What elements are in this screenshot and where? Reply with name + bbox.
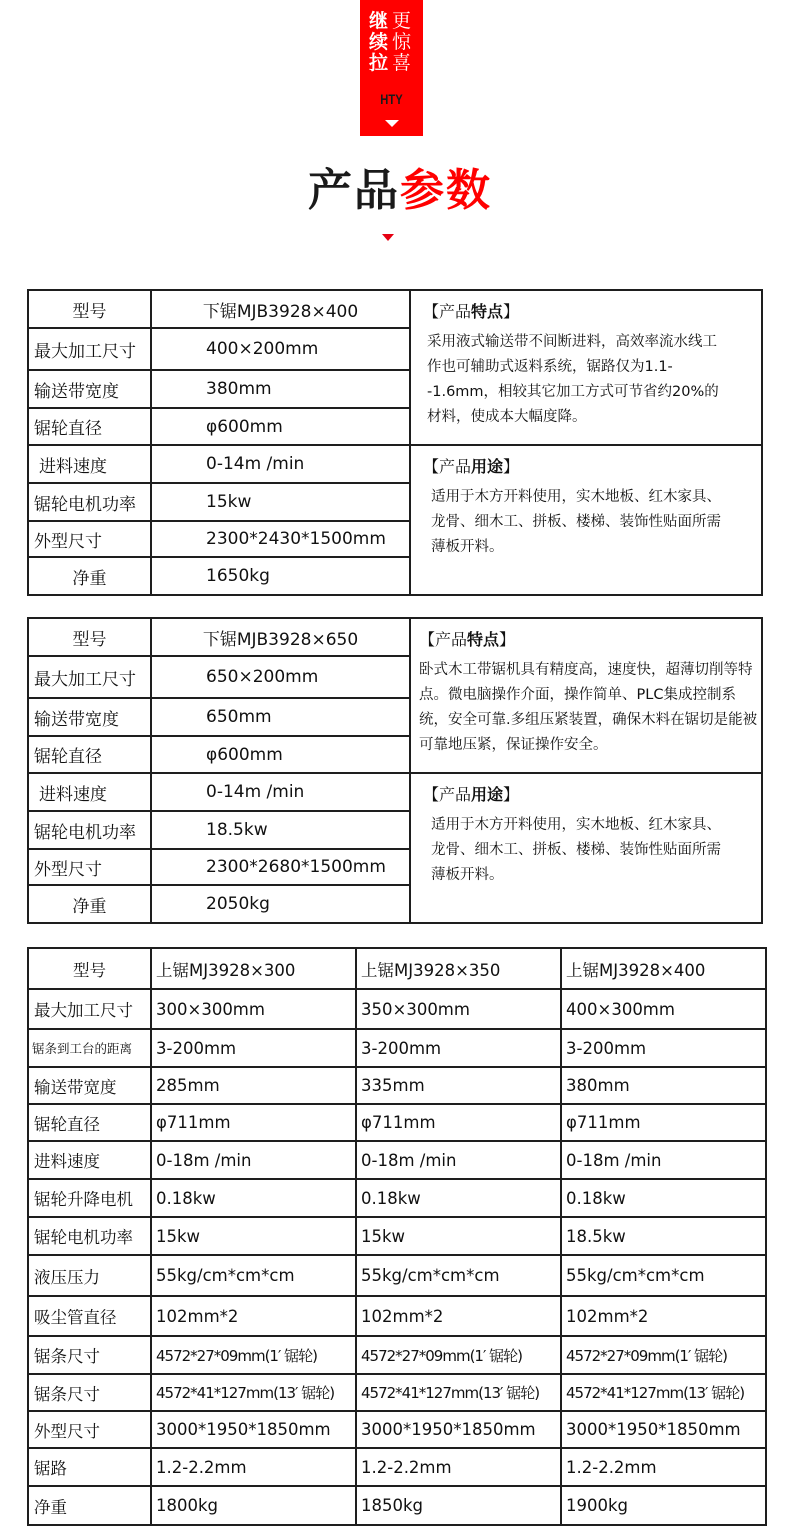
row-value: 102mm*2: [356, 1296, 561, 1336]
table-row: [28, 290, 762, 328]
row-value: 0.18kw: [561, 1179, 766, 1217]
row-value: 18.5kw: [151, 811, 410, 849]
table-row: [28, 1448, 766, 1486]
table-row: [28, 1104, 766, 1141]
row-value: 3-200mm: [151, 1029, 356, 1067]
row-value: 2050kg: [151, 885, 410, 923]
features-heading: 【产品特点】: [419, 630, 516, 649]
row-label: 型号: [28, 948, 151, 989]
usage-text: 适用于木方开料使用，实木地板、红木家具、龙骨、细木工、拼板、楼梯、装饰性贴面所需薄板开料。: [431, 489, 721, 555]
row-value: 15kw: [356, 1217, 561, 1255]
row-value: 1.2-2.2mm: [356, 1448, 561, 1486]
row-label: 输送带宽度: [28, 1067, 151, 1104]
table-row: [28, 773, 762, 811]
banner-char: 继: [369, 10, 389, 32]
table-row: [28, 1411, 766, 1448]
row-label: 锯轮电机功率: [28, 483, 151, 521]
row-label: 进料速度: [28, 773, 151, 811]
row-label: 净重: [28, 1486, 151, 1525]
row-value: φ711mm: [356, 1104, 561, 1141]
row-value: 0-18m /min: [561, 1141, 766, 1179]
row-label: 锯条到工台的距离: [28, 1029, 151, 1067]
row-label: 锯路: [28, 1448, 151, 1486]
row-label: 最大加工尺寸: [28, 989, 151, 1029]
row-value: 400×200mm: [151, 328, 410, 370]
row-value: 55kg/cm*cm*cm: [151, 1255, 356, 1296]
promo-banner[interactable]: [360, 0, 423, 136]
row-label: 锯轮直径: [28, 1104, 151, 1141]
row-value: 650×200mm: [151, 656, 410, 698]
row-value: 4572*27*09mm(1′ 锯轮): [561, 1336, 766, 1374]
features-text: 采用液式输送带不间断进料，高效率流水线工作也可辅助式返料系统，锯路仅为1.1--1.6mm，相较其它加工方式可节省约20%的材料，使成本大幅度降。: [427, 334, 719, 425]
row-label: 锯轮电机功率: [28, 1217, 151, 1255]
row-label: 外型尺寸: [28, 521, 151, 557]
features-panel: [410, 618, 762, 773]
row-value: 0.18kw: [151, 1179, 356, 1217]
row-value: 2300*2430*1500mm: [151, 521, 410, 557]
row-value: 上锯MJ3928×300: [151, 948, 356, 989]
row-value: φ600mm: [151, 736, 410, 773]
table-row: [28, 948, 766, 989]
row-label: 型号: [28, 618, 151, 656]
row-label: 锯轮直径: [28, 408, 151, 445]
row-value: 650mm: [151, 698, 410, 736]
usage-text: 适用于木方开料使用，实木地板、红木家具、龙骨、细木工、拼板、楼梯、装饰性贴面所需薄板开料。: [431, 817, 721, 883]
banner-char: 喜: [392, 52, 412, 74]
table-row: [28, 445, 762, 483]
row-value: 102mm*2: [151, 1296, 356, 1336]
row-value: 1800kg: [151, 1486, 356, 1525]
features-panel: [410, 290, 762, 445]
title-red-part: 参数: [400, 165, 492, 216]
usage-panel: [410, 445, 762, 595]
row-value: 350×300mm: [356, 989, 561, 1029]
row-value: 0.18kw: [356, 1179, 561, 1217]
row-label: 进料速度: [28, 445, 151, 483]
row-value: 400×300mm: [561, 989, 766, 1029]
row-value: 4572*41*127mm(13′ 锯轮): [151, 1374, 356, 1411]
spec-table-mjb3928-650: [27, 617, 763, 924]
brand-label: HTY: [380, 91, 403, 107]
row-label: 进料速度: [28, 1141, 151, 1179]
row-value: 3000*1950*1850mm: [151, 1411, 356, 1448]
row-value: 1650kg: [151, 557, 410, 595]
row-label: 输送带宽度: [28, 698, 151, 736]
row-value: φ711mm: [151, 1104, 356, 1141]
chevron-down-icon: [385, 120, 399, 127]
table-row: [28, 1296, 766, 1336]
row-value: 4572*41*127mm(13′ 锯轮): [356, 1374, 561, 1411]
row-value: 0-14m /min: [151, 773, 410, 811]
row-value: φ600mm: [151, 408, 410, 445]
row-label: 锯条尺寸: [28, 1374, 151, 1411]
spec-table-mj3928-series: [27, 947, 767, 1526]
row-value: 2300*2680*1500mm: [151, 849, 410, 885]
row-label: 最大加工尺寸: [28, 656, 151, 698]
row-value: 3-200mm: [356, 1029, 561, 1067]
row-label: 锯轮电机功率: [28, 811, 151, 849]
row-value: 285mm: [151, 1067, 356, 1104]
table-row: [28, 1179, 766, 1217]
banner-char: 惊: [392, 31, 412, 53]
banner-char: 拉: [369, 52, 389, 74]
row-label: 锯条尺寸: [28, 1336, 151, 1374]
table-row: [28, 1374, 766, 1411]
table-row: [28, 1067, 766, 1104]
row-value: 下锯MJB3928×650: [151, 618, 410, 656]
caret-down-icon: [382, 234, 394, 241]
table-row: [28, 618, 762, 656]
row-value: 3000*1950*1850mm: [356, 1411, 561, 1448]
row-value: 0-18m /min: [356, 1141, 561, 1179]
table-row: [28, 1029, 766, 1067]
row-label: 吸尘管直径: [28, 1296, 151, 1336]
features-heading: 【产品特点】: [423, 302, 520, 321]
row-label: 输送带宽度: [28, 370, 151, 408]
row-value: 55kg/cm*cm*cm: [561, 1255, 766, 1296]
row-value: 55kg/cm*cm*cm: [356, 1255, 561, 1296]
row-value: 0-14m /min: [151, 445, 410, 483]
row-label: 锯轮升降电机: [28, 1179, 151, 1217]
row-value: 4572*27*09mm(1′ 锯轮): [151, 1336, 356, 1374]
row-value: 15kw: [151, 1217, 356, 1255]
table-row: [28, 1141, 766, 1179]
row-value: 1900kg: [561, 1486, 766, 1525]
row-value: 3000*1950*1850mm: [561, 1411, 766, 1448]
banner-char: 续: [369, 31, 389, 53]
row-value: 335mm: [356, 1067, 561, 1104]
row-value: 1.2-2.2mm: [561, 1448, 766, 1486]
row-label: 液压压力: [28, 1255, 151, 1296]
row-value: 3-200mm: [561, 1029, 766, 1067]
table-row: [28, 1336, 766, 1374]
row-value: 102mm*2: [561, 1296, 766, 1336]
banner-char: 更: [392, 10, 412, 32]
row-value: 18.5kw: [561, 1217, 766, 1255]
row-value: φ711mm: [561, 1104, 766, 1141]
table-row: [28, 1217, 766, 1255]
spec-table-mjb3928-400: [27, 289, 763, 596]
row-value: 380mm: [151, 370, 410, 408]
row-value: 300×300mm: [151, 989, 356, 1029]
row-label: 最大加工尺寸: [28, 328, 151, 370]
row-value: 4572*27*09mm(1′ 锯轮): [356, 1336, 561, 1374]
row-label: 锯轮直径: [28, 736, 151, 773]
row-value: 上锯MJ3928×350: [356, 948, 561, 989]
title-dark-part: 产品: [308, 165, 400, 216]
row-label: 外型尺寸: [28, 1411, 151, 1448]
usage-heading: 【产品用途】: [423, 785, 520, 804]
banner-slogan: [369, 11, 417, 74]
page-title: [0, 163, 800, 219]
table-row: [28, 1255, 766, 1296]
row-value: 1.2-2.2mm: [151, 1448, 356, 1486]
row-label: 净重: [28, 557, 151, 595]
row-value: 4572*41*127mm(13′ 锯轮): [561, 1374, 766, 1411]
usage-panel: [410, 773, 762, 923]
row-value: 1850kg: [356, 1486, 561, 1525]
row-value: 380mm: [561, 1067, 766, 1104]
features-text: 卧式木工带锯机具有精度高，速度快，超薄切削等特点。微电脑操作介面，操作简单、PLC集成控制系统，安全可靠.多组压紧装置，确保木料在锯切是能被可靠地压紧，保证操作安全。: [419, 662, 758, 753]
row-value: 15kw: [151, 483, 410, 521]
row-value: 0-18m /min: [151, 1141, 356, 1179]
table-row: [28, 1486, 766, 1525]
row-value: 下锯MJB3928×400: [151, 290, 410, 328]
row-label: 外型尺寸: [28, 849, 151, 885]
row-label: 型号: [28, 290, 151, 328]
usage-heading: 【产品用途】: [423, 457, 520, 476]
row-value: 上锯MJ3928×400: [561, 948, 766, 989]
row-label: 净重: [28, 885, 151, 923]
table-row: [28, 989, 766, 1029]
